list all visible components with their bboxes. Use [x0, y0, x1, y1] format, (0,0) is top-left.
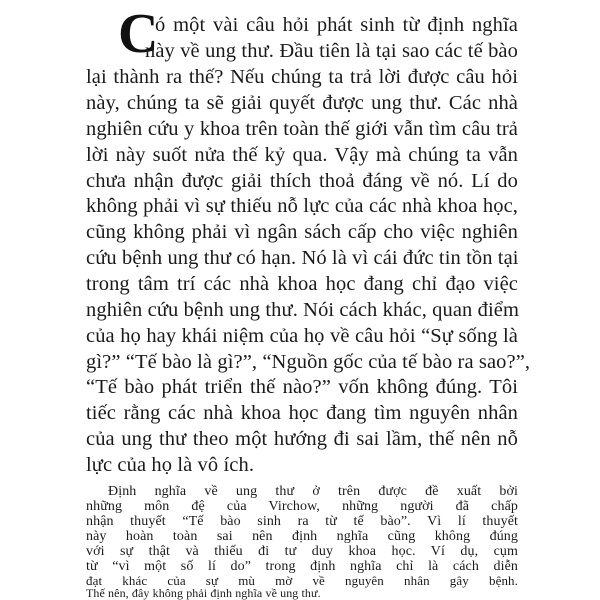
paragraph-1-line: này về ung thư. Đầu tiên là tại sao các tế bào	[145, 40, 518, 62]
paragraph-1-line: nghiên cứu bệnh ung thư. Nói cách khác, quan điểm	[86, 299, 520, 321]
paragraph-1-line: tiếc rằng các nhà khoa học đang tìm nguyên nhân	[86, 402, 518, 424]
paragraph-1-line: “Tế bào phát triển thế nào?” vốn không đúng. Tôi	[86, 376, 518, 398]
paragraph-1-line: không phải vì sự thiếu nỗ lực của các nhà khoa học,	[86, 195, 518, 217]
paragraph-2-line: đạt khác của sự mù mờ về nguyên nhân gây bệnh.	[86, 573, 518, 588]
paragraph-1-line: trong tâm trí các nhà khoa học đang chỉ đạo việc	[86, 273, 518, 295]
paragraph-2-line: nhận thuyết “Tế bào sinh ra từ tế bào”. Vì lí thuyết	[86, 514, 518, 529]
paragraph-2-line: này hoàn toàn sai nên định nghĩa cũng không đúng	[86, 529, 518, 544]
paragraph-1-line: của họ hay khái niệm của họ về câu hỏi “Sự sống là	[86, 325, 518, 347]
drop-cap: C	[118, 3, 159, 65]
paragraph-1-line: chưa nhận được giải thích thoả đáng về nó. Lí do	[86, 170, 518, 192]
paragraph-1-line: gì?” “Tế bào là gì?”, “Nguồn gốc của tế bào ra sao?”,	[86, 351, 531, 373]
paragraph-1-line: cũng không phải vì ngân sách cấp cho việc nghiên	[86, 221, 518, 243]
paragraph-1-line: lực của họ là vô ích.	[86, 454, 255, 476]
paragraph-1-line: nghiên cứu y khoa trên toàn thế giới vẫn tìm câu trả	[86, 118, 518, 140]
paragraph-1-line: lời này suốt nửa thế kỷ qua. Vậy mà chúng ta vẫn	[86, 144, 518, 166]
paragraph-2-line: những môn đệ của Virchow, những người đã chấp	[86, 499, 518, 514]
paragraph-1-line: của ung thư theo một hướng đi sai lầm, thế nên nỗ	[86, 428, 518, 450]
paragraph-2-line: Thế nên, đây không phải định nghĩa về ung thư.	[86, 586, 321, 600]
paragraph-2-line: từ “vì một số lí do” trong định nghĩa chỉ là cách diễn	[86, 559, 518, 574]
paragraph-1-line: ó một vài câu hỏi phát sinh từ định nghĩa	[155, 14, 518, 36]
paragraph-1-line: lại thành ra thế? Nếu chúng ta trả lời được câu hỏi	[86, 66, 518, 88]
paragraph-1-line: này, chúng ta sẽ giải quyết được ung thư. Các nhà	[86, 92, 518, 114]
paragraph-1-line: cứu bệnh ung thư có hạn. Nó là vì cái đức tin tồn tại	[86, 247, 519, 269]
paragraph-2-line: Định nghĩa về ung thư ở trên được đề xuất bởi	[108, 484, 518, 499]
paragraph-2-line: với sự thật và thiếu đi tư duy khoa học. Ví dụ, cụm	[86, 544, 518, 559]
